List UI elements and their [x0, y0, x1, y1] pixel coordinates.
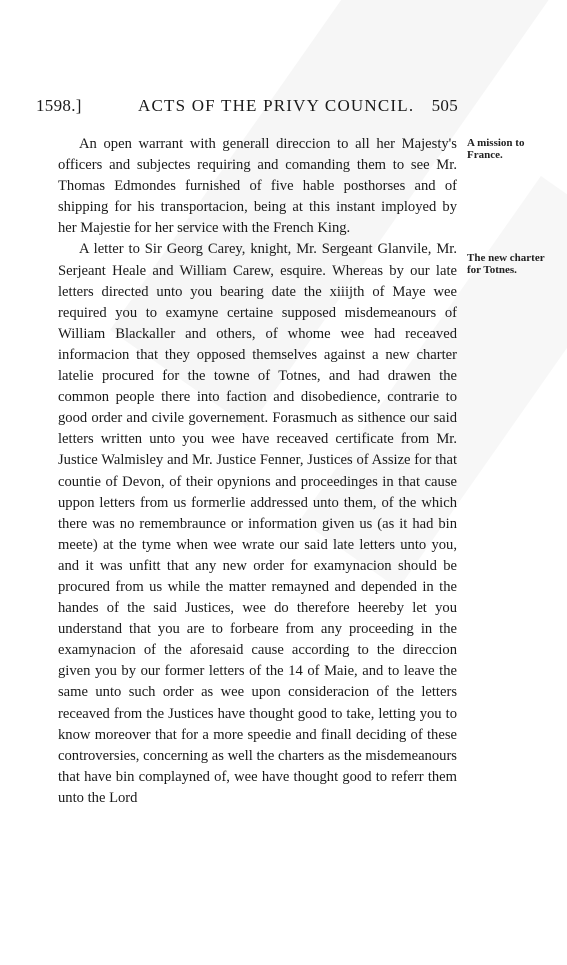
paragraph-letter: A letter to Sir Georg Carey, knight, Mr. Sergeant Glanvile, Mr. Serjeant Heale and William Carew, esquire. Whereas by our late letters directed unto you bearing date the xiiijth of Maye wee required you to examyne certaine supposed misdemeanours of William Blackaller and others, of whome wee had receaved informacion that they opposed themselves against a new charter latelie procured for the towne of Totnes, and had drawen the common people there into faction and disobedience, contrarie to good order and civile governement. Forasmuch as sithence our said letters written unto you wee have receaved certificate from Mr. Justice Walmisley and Mr. Justice Fenner, Justices of Assize for that countie of Devon, of their opynions and proceedinges in that cause uppon letters from us formerlie addressed unto them, of the which there was no remembraunce or information given us (as it had bin meete) at the tyme when wee wrate our said late letters unto you, and it was unfitt that any new order for examynacion should be procured from us while the matter remayned and depended in the handes of the said Justices, wee do therefore heereby let you understand that you are to forbeare from any proceeding in the examynacion of the aforesaid cause according to the direccion given you by our former letters of the 14 of Maie, and to leave the same unto such order as wee upon consideracion of the letters receaved from the Justices have thought good to take, letting you to know moreover that for a more speedie and finall deciding of these controversies, concerning as well the charters as the misdemeanours that have bin complayned of, wee have thought good to referr them unto the Lord	[58, 241, 457, 806]
running-header	[36, 96, 458, 120]
body-text	[58, 134, 457, 809]
marginal-note-charter: The new charter for Totnes.	[467, 252, 545, 276]
paragraph-warrant: An open warrant with generall direccion to all her Majesty's officers and subjectes requiring and comanding them to see Mr. Thomas Edmondes furnished of five hable posthorses and of shipping for his transportacion, being at this instant imployed by her Majestie for her service with the French King.	[58, 136, 457, 237]
page-number: 505	[431, 96, 458, 115]
header-title: ACTS OF THE PRIVY COUNCIL.	[138, 96, 415, 115]
marginal-note-mission: A mission to France.	[467, 137, 525, 161]
header-year: 1598.]	[36, 96, 82, 115]
